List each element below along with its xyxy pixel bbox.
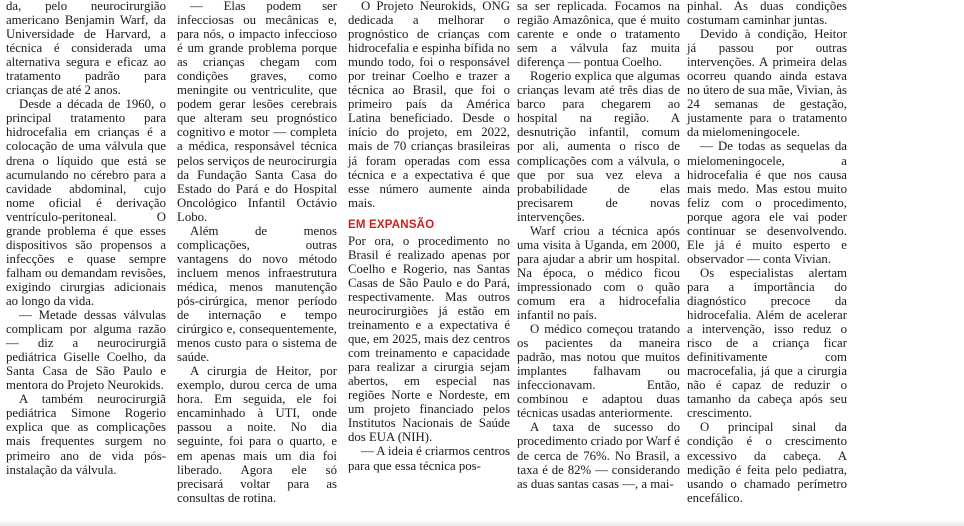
article-column-3 [348,0,510,473]
paragraph: Além de menos complicações, outras vantagens do novo método incluem menos infraestrutura médica, menos manutenção pós-cirúrgica, menor período de internação e tempo cirúrgico e, consequentemente, menos custo para o sistema de saúde. [177,223,337,365]
paragraph: — Elas podem ser infecciosas ou mecânicas e, para nós, o impacto infeccioso é um grande problema porque as crianças chegam com condições graves, como meningite ou ventriculite, que podem gerar lesões cerebrais que alteram seu prognóstico cognitivo e motor — completa a médica, responsável técnica pelos serviços de neurocirurgia da Fundação Santa Casa do Estado do Pará e do Hospital Oncológico Infantil Octávio Lobo. [177,0,337,224]
paragraph: A também neurocirurgiã pediátrica Simone Rogerio explica que as complicações mais frequentes surgem no primeiro ano de vida pós-instalação da válvula. [6,392,166,477]
paragraph: A cirurgia de Heitor, por exemplo, durou cerca de uma hora. Em seguida, ele foi encaminhado à UTI, onde passou a noite. No dia seguinte, foi para o quarto, e em apenas mais um dia foi liberado. Agora ele só precisará voltar para as consultas de rotina. [177,364,337,505]
article-column-2 [177,0,337,505]
paragraph: Warf criou a técnica após uma visita à Uganda, em 2000, para ajudar a abrir um hospital. Na época, o médico ficou impressionado com o quão comum era a hidrocefalia infantil no país. [517,223,680,323]
paragraph: Desde a década de 1960, o principal tratamento para hidrocefalia em crianças é a colocação de uma válvula que drena o líquido que está se acumulando no cérebro para a cavidade abdominal, cujo nome oficial é derivação ventrículo-peritoneal. O grande problema é que esses dispositivos são propensos a infecções e quase sempre falham ou demandam revisões, exigindo cirurgias adicionais ao longo da vida. [6,97,166,308]
paragraph: — Metade dessas válvulas complicam por alguma razão — diz a neurocirurgiã pediátrica Giselle Coelho, da Santa Casa de São Paulo e mentora do Projeto Neurokids. [6,308,166,393]
paragraph: sa ser replicada. Focamos na região Amazônica, que é muito carente e onde o tratamento sem a válvula faz muita diferença — pontua Coelho. [517,0,680,70]
article-column-1 [6,0,166,477]
page-edge-shadow [0,520,964,526]
article-column-5 [687,0,847,505]
blank-margin [878,0,964,526]
paragraph: da, pelo neurocirurgião americano Benjamin Warf, da Universidade de Harvard, a técnica é considerada uma alternativa segura e eficaz ao tratamento padrão para crianças de até 2 anos. [6,0,166,98]
paragraph: O principal sinal da condição é o crescimento excessivo da cabeça. A medição é feita pelo pediatra, usando o chamado perímetro encefálico. [687,420,847,505]
paragraph: Rogerio explica que algumas crianças levam até três dias de barco para chegarem ao hospital na região. A desnutrição infantil, comum por ali, aumenta o risco de complicações com a válvula, o que por sua vez eleva a probabilidade de elas precisarem de novas intervenções. [517,69,680,224]
paragraph: O médico começou tratando os pacientes da maneira padrão, mas notou que muitos implantes falhavam ou infeccionavam. Então, combinou e adaptou duas técnicas usadas anteriormente. [517,322,680,421]
paragraph: — De todas as sequelas da mielomeningocele, a hidrocefalia é que nos causa mais medo. Mas estou muito feliz com o procedimento, porque agora ele vai poder continuar se desenvolvendo. Ele já é muito esperto e observador — conta Vivian. [687,139,847,266]
paragraph: pinhal. As duas condições costumam caminhar juntas. [687,0,847,28]
paragraph: Por ora, o procedimento no Brasil é realizado apenas por Coelho e Rogerio, nas Santas Casas de São Paulo e do Pará, respectivamente. Mas outros neurocirurgiões já estão em treinamento e a expectativa é que, em 2025, mais dez centros com treinamento e capacidade para realizar a cirurgia sejam abertos, em especial nas regiões Norte e Nordeste, em um projeto financiado pelos Institutos Nacionais de Saúde dos EUA (NIH). [348,233,510,445]
paragraph: A taxa de sucesso do procedimento criado por Warf é de cerca de 76%. No Brasil, a taxa é de 82% — considerando as duas santas casas —, a mai- [517,420,680,491]
paragraph: — A ideia é criarmos centros para que essa técnica pos- [348,444,510,473]
section-crosshead: EM EXPANSÃO [348,218,435,231]
paragraph: Os especialistas alertam para a importância do diagnóstico precoce da hidrocefalia. Além de acelerar a intervenção, isso reduz o risco de a criança ficar definitivamente com macrocefalia, já que a cirurgia não é capaz de reduzir o tamanho da cabeça após seu crescimento. [687,265,847,421]
paragraph: O Projeto Neurokids, ONG dedicada a melhorar o prognóstico de crianças com hidrocefalia e espinha bífida no mundo todo, foi o responsável por treinar Coelho e trazer a técnica ao Brasil, que foi o primeiro país da América Latina beneficiado. Desde o início do projeto, em 2022, mais de 70 crianças brasileiras já foram operadas com essa técnica e a expectativa é que esse número aumente ainda mais. [348,0,510,210]
paragraph: Devido à condição, Heitor já passou por outras intervenções. A primeira delas ocorreu quando ainda estava no útero de sua mãe, Vivian, às 24 semanas de gestação, justamente para o tratamento da mielomeningocele. [687,27,847,140]
article-column-4 [517,0,680,491]
